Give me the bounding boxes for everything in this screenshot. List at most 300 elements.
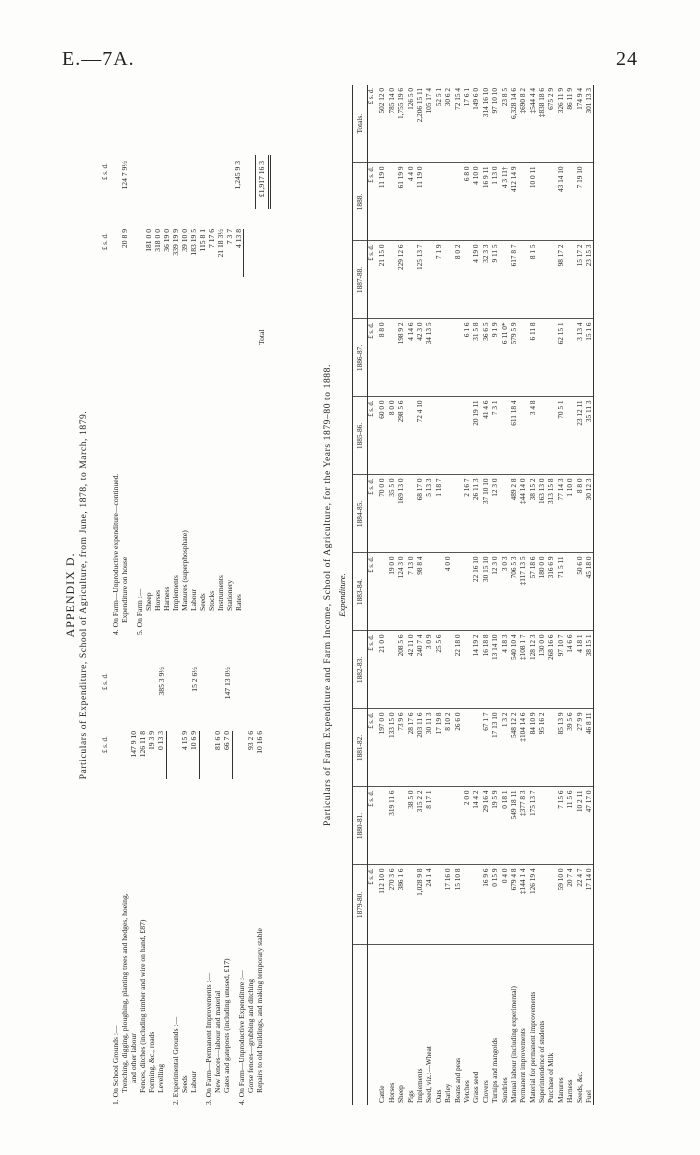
row-label: Clovers [480,1080,490,1103]
amount-cell [424,241,433,319]
amount-cell [584,163,594,241]
expense-item-amount: 7 3 7 [225,229,234,245]
amount-cell [453,397,462,475]
amount-cell: 19 5 9 [490,787,499,865]
table-row [434,85,443,1105]
amount-cell [546,709,555,787]
row-total-cell: 2,206 15 11 [415,85,424,163]
amount-cell [518,319,527,397]
row-label: Seed, viz.:—Wheat [424,1046,434,1103]
amount-cell: 77 14 3 [556,475,565,553]
units-cell: £ s. d. [368,163,378,241]
amount-cell: 31 5 8 [471,319,480,397]
amount-cell: 6 11 0* [499,319,508,397]
amount-cell: 208 5 6 [396,631,405,709]
table-row [518,85,527,1105]
appendix-subtitle: Particulars of Expenditure, School of Agriculture, from June, 1878, to March, 1879. [79,410,89,780]
amount-cell: 540 10 4 [509,631,518,709]
amount-cell: 2 16 7 [462,475,471,553]
amount-cell: 23 12 11 [575,397,584,475]
amount-cell: 2 0 0 [462,787,471,865]
amount-cell [499,475,508,553]
amount-cell [406,865,415,945]
amount-cell: 386 1 6 [396,865,405,945]
expense-item-amount: 115 8 1 [198,229,207,252]
amount-cell: 1 10 0 [565,475,574,553]
amount-cell [518,397,527,475]
amount-cell: 17 16 0 [443,865,452,945]
units-cell: £ s. d. [368,319,378,397]
amount-cell: ‡377 8 3 [518,787,527,865]
expense-item-label: Levelling [156,1063,165,1093]
appendix-title: APPENDIX D. [63,552,77,638]
column-header-year: 1884-85. [353,475,368,553]
amount-cell: 60 0 0 [377,397,386,475]
expense-item-label: Labour [189,589,198,611]
expense-item-amount: 93 2 6 [246,731,255,750]
expense-item-label: Rates [234,594,243,611]
amount-cell: 126 19 4 [528,865,537,945]
amount-cell [434,319,443,397]
amount-cell [377,787,386,865]
rotated-page-content [62,85,652,1105]
row-label: Barley [443,1083,453,1103]
amount-cell: 198 9 2 [396,319,405,397]
row-label: Oats [433,1089,443,1103]
expense-item-amount: 181 0 0 [144,229,153,252]
amount-cell: 73 9 6 [396,709,405,787]
column-header-year: 1883-84. [353,553,368,631]
expense-item-label: Horses [153,589,162,611]
amount-cell: 4 14 6 [406,319,415,397]
amount-cell [424,553,433,631]
total-rule [255,155,256,209]
amount-cell: 16 18 8 [481,631,490,709]
currency-head: £ s. d. [101,163,109,180]
units-row-spacer [368,945,378,1105]
row-label: Turnips and mangolds [490,1037,500,1103]
row-total-cell: 23 8 5 [499,85,508,163]
amount-cell: 8 0 2 [453,241,462,319]
page-number: 24 [616,48,638,70]
amount-cell [537,319,546,397]
row-label: Purchase of Milk [546,1052,556,1103]
amount-cell: 112 10 0 [377,865,386,945]
amount-cell: 706 5 3 [509,553,518,631]
amount-cell [462,709,471,787]
amount-cell: 313 15 8 [546,475,555,553]
expense-item-label: Instruments [216,575,225,611]
table-row [424,85,433,1105]
amount-cell: 71 5 11 [556,553,565,631]
section-heading: 4. On Farm—Unproductive Expenditure :— [237,970,246,1105]
amount-cell: 26 11 3 [471,475,480,553]
amount-cell: 8 10 2 [443,709,452,787]
amount-cell: ‡117 13 5 [518,553,527,631]
row-label: Vetches [461,1080,471,1103]
amount-cell: 29 16 4 [481,787,490,865]
amount-cell: 17 14 0 [584,865,594,945]
expense-item-amount: 183 19 5 [189,229,198,256]
amount-cell: 98 17 2 [556,241,565,319]
section-heading: 2. Experimental Grounds :— [171,1016,180,1105]
table-row [584,85,594,1105]
amount-cell [537,865,546,945]
amount-cell: 268 16 6 [546,631,555,709]
amount-cell: 3 4 8 [528,397,537,475]
row-label: Implements [415,1068,424,1103]
expense-item-amount: 10 16 6 [255,731,264,754]
amount-cell: 70 0 0 [377,475,386,553]
amount-cell: 38 15 2 [528,475,537,553]
table-row [499,85,508,1105]
expense-item-label: Labour [189,1071,198,1093]
amount-cell: 25 5 6 [434,631,443,709]
expense-item-amount: 39 10 0 [180,229,189,252]
amount-cell: 4 10 0 [471,163,480,241]
amount-cell: 10 2 11 [575,787,584,865]
amount-cell: 4 19 0 [471,241,480,319]
row-total-cell: 52 5 1 [434,85,443,163]
amount-cell [565,553,574,631]
row-total-cell: 30 6 2 [443,85,452,163]
amount-cell: 3 0 3 [499,553,508,631]
row-total-cell: 126 5 0 [406,85,415,163]
table-row [490,85,499,1105]
column-header-year: 1882-83. [353,631,368,709]
amount-cell: 43 14 10 [556,163,565,241]
amount-cell: 7 13 0 [406,553,415,631]
amount-cell: 1,028 9 8 [415,865,424,945]
units-cell: £ s. d. [368,787,378,865]
amount-cell [434,163,443,241]
table-row [481,85,490,1105]
amount-cell: 0 18 1 [499,787,508,865]
amount-cell [406,475,415,553]
row-total-cell: 301 13 3 [584,85,594,163]
column-header-year: 1885-86. [353,397,368,475]
table-row [406,85,415,1105]
amount-cell [499,397,508,475]
amount-cell: 42 11 0 [406,631,415,709]
row-total-cell: 314 16 10 [481,85,490,163]
amount-cell [546,397,555,475]
units-cell: £ s. d. [368,475,378,553]
amount-cell [462,553,471,631]
row-total-cell: 97 10 10 [490,85,499,163]
row-total-cell: 6,328 14 6 [509,85,518,163]
amount-cell: 16 9 11 [481,163,490,241]
amount-cell: 22 4 7 [575,865,584,945]
expense-item-label: Harness [162,586,171,611]
amount-cell: 8 1 5 [528,241,537,319]
amount-cell: 35 11 3 [584,397,594,475]
amount-cell [546,319,555,397]
amount-cell: 67 1 7 [481,709,490,787]
currency-head: £ s. d. [101,673,109,690]
expense-item-amount: 81 6 0 [213,731,222,750]
amount-cell: 34 13 5 [424,319,433,397]
expense-item-label: Fences, ditches (including timber and wire on hand, £87) [138,919,147,1093]
column-header-year: 1879-80. [353,865,368,945]
amount-cell: 125 13 7 [415,241,424,319]
amount-cell: 59 10 0 [556,865,565,945]
table-row [471,85,480,1105]
expense-item-amount: 36 19 0 [162,229,171,252]
currency-head: £ s. d. [101,233,109,250]
amount-cell: 70 5 1 [556,397,565,475]
amount-cell [518,241,527,319]
table-row [537,85,546,1105]
table-row [509,85,518,1105]
amount-cell: 1 18 7 [434,475,443,553]
amount-cell: 0 4 0 [499,865,508,945]
amount-cell: 32 3 3 [481,241,490,319]
amount-cell: 240 7 4 [415,631,424,709]
amount-cell: 3 0 9 [424,631,433,709]
amount-cell [546,241,555,319]
amount-cell: 579 5 9 [509,319,518,397]
amount-cell: 21 15 0 [377,241,386,319]
row-total-cell: 785 14 0 [387,85,396,163]
amount-cell: 61 19 9 [396,163,405,241]
expense-item-amount: 4 13 8 [234,229,243,248]
amount-cell [453,163,462,241]
expense-item-label: Gates and gateposts (including unused, £17) [222,958,231,1093]
amount-cell [546,787,555,865]
table-row [396,85,405,1105]
amount-cell: 28 17 6 [406,709,415,787]
amount-cell: ‡144 1 4 [518,865,527,945]
amount-cell [462,397,471,475]
expense-item-amount: 19 3 9 [147,731,156,750]
amount-cell: 39 5 6 [565,709,574,787]
amount-cell: ‡108 1 7 [518,631,527,709]
expense-item-amount: 0 13 3 [156,731,165,750]
amount-cell [453,475,462,553]
amount-cell: 412 14 9 [509,163,518,241]
amount-cell: 8 0 0 [387,397,396,475]
amount-cell [537,787,546,865]
row-total-cell: ‡690 8 2 [518,85,527,163]
amount-cell [387,319,396,397]
amount-cell: 4 18 1 [575,631,584,709]
row-total-cell: 149 6 0 [471,85,480,163]
row-label: Permanent improvements [518,1028,528,1103]
amount-cell: 15 1 6 [584,319,594,397]
amount-cell: ‡44 14 0 [518,475,527,553]
row-label: Sundries [499,1077,509,1103]
amount-cell: 11 5 6 [565,787,574,865]
amount-cell: 133 15 0 [387,709,396,787]
amount-cell: 45 18 0 [584,553,594,631]
expense-item-amount: 21 18 3½ [216,229,225,258]
amount-cell: 548 12 2 [509,709,518,787]
section-subtotal: 124 7 9½ [120,161,129,190]
amount-cell [453,553,462,631]
amount-cell: 22 18 0 [453,631,462,709]
amount-cell [565,397,574,475]
column-header-year: Totals. [353,85,368,163]
total-rule [270,155,271,209]
amount-cell [518,163,527,241]
amount-cell: 84 10 9 [528,709,537,787]
amount-cell [537,397,546,475]
amount-cell: 11 19 0 [377,163,386,241]
row-label: Superintendence of students [537,1020,547,1103]
row-label: Grass seed [471,1071,481,1103]
expense-item-label: Implements [171,575,180,611]
expense-item-label: Expenditure on house [120,556,129,623]
row-label: Harness [565,1079,575,1103]
amount-cell: 10 0 11 [528,163,537,241]
expense-item-label: Forming, &c., roads [147,1031,156,1093]
table-row [565,85,574,1105]
amount-cell: 3 13 4 [575,319,584,397]
row-label: Cattle [377,1085,387,1103]
amount-cell: 37 10 10 [481,475,490,553]
amount-cell: 98 8 4 [415,553,424,631]
amount-cell: 12 3 0 [490,553,499,631]
amount-cell: 85 13 9 [556,709,565,787]
expense-item-label: and other labour [129,1033,138,1083]
expense-item-label: Gorse fences—grubbing and ditching [246,978,255,1093]
amount-cell [387,241,396,319]
section-heading: 3. On Farm—Permanent Improvements :— [204,972,213,1105]
expense-item-amount: 66 7 0 [222,731,231,750]
amount-cell: 26 6 0 [453,709,462,787]
amount-cell [443,475,452,553]
units-cell: £ s. d. [368,241,378,319]
amount-cell: 180 0 0 [537,553,546,631]
amount-cell: 489 2 8 [509,475,518,553]
row-label: Horses [386,1082,396,1103]
amount-cell: 6 11 8 [528,319,537,397]
amount-cell: 14 6 6 [565,631,574,709]
amount-cell: 30 15 10 [481,553,490,631]
column-header-year: 1880-81. [353,787,368,865]
row-total-cell: 86 11 9 [565,85,574,163]
amount-cell: 46 8 11 [584,709,594,787]
amount-cell [471,865,480,945]
expense-item-amount: 126 11 8 [138,731,147,758]
amount-cell [443,631,452,709]
table-row [387,85,396,1105]
page-series-code: E.—7A. [62,48,135,70]
amount-cell [546,865,555,945]
amount-cell [396,787,405,865]
amount-cell [462,631,471,709]
farm-particulars-title: Particulars of Farm Expenditure and Farm Income, School of Agriculture, for the Years 1879–80 to 1888. [323,364,333,826]
amount-cell: 23 15 3 [584,241,594,319]
expense-item-amount: 147 9 10 [129,731,138,758]
amount-cell [443,397,452,475]
row-label: Manures [555,1077,565,1103]
table-row [377,85,386,1105]
amount-cell: 679 4 8 [509,865,518,945]
amount-cell [387,631,396,709]
amount-cell: 19 0 0 [387,553,396,631]
units-cell: £ s. d. [368,85,378,163]
amount-cell: 13 14 10 [490,631,499,709]
amount-cell: 163 13 0 [537,475,546,553]
amount-cell [471,709,480,787]
section-subtotal: 1,245 9 3 [233,161,242,190]
amount-cell: 15 10 8 [453,865,462,945]
amount-cell: 12 3 0 [490,475,499,553]
amount-cell: 27 9 9 [575,709,584,787]
amount-cell [462,241,471,319]
amount-cell [406,241,415,319]
amount-cell: 14 19 2 [471,631,480,709]
amount-cell: 38 5 0 [406,787,415,865]
amount-cell [565,163,574,241]
amount-cell: 203 11 6 [415,709,424,787]
amount-cell [434,553,443,631]
amount-cell [453,787,462,865]
amount-cell: 68 17 0 [415,475,424,553]
amount-cell: 8 17 1 [424,787,433,865]
section-subtotal: 147 13 0½ [223,667,232,700]
amount-cell [462,865,471,945]
expense-item-label: Repairs to old buildings, and making temporary stable [255,928,264,1093]
row-label: Fuel [584,945,594,1105]
amount-cell: 4 0 0 [443,553,452,631]
row-total-cell: 675 2 9 [546,85,555,163]
amount-cell: 128 12 3 [528,631,537,709]
amount-cell: 57 18 6 [528,553,537,631]
expense-item-label: Seeds [198,593,207,611]
row-total-cell: 174 9 4 [575,85,584,163]
amount-cell: 30 12 3 [584,475,594,553]
amount-cell: 42 3 0 [415,319,424,397]
amount-cell [387,163,396,241]
section-subtotal: 15 2 6½ [190,667,199,692]
column-header-year: 1881-82. [353,709,368,787]
amount-cell: 9 11 5 [490,241,499,319]
units-cell: £ s. d. [368,553,378,631]
subtotal-rule [199,731,200,779]
amount-cell: 21 0 0 [377,631,386,709]
expense-item-amount: 7 17 6 [207,229,216,248]
units-cell: £ s. d. [368,631,378,709]
amount-cell: 611 18 4 [509,397,518,475]
total-rule [268,155,269,209]
amount-cell [546,163,555,241]
amount-cell: 14 4 2 [471,787,480,865]
amount-cell: 17 13 10 [490,709,499,787]
amount-cell: 8 8 0 [377,319,386,397]
amount-cell: 11 19 0 [415,163,424,241]
amount-cell [443,787,452,865]
amount-cell: 1 13 0 [490,163,499,241]
amount-cell: 9 1 9 [490,319,499,397]
amount-cell: 47 17 0 [584,787,594,865]
amount-cell: 50 6 0 [575,553,584,631]
table-row [415,85,424,1105]
amount-cell: 5 13 3 [424,475,433,553]
row-total-cell: 72 15 4 [453,85,462,163]
amount-cell: 175 13 7 [528,787,537,865]
expense-item-amount: 4 15 9 [180,731,189,750]
total-label: Total [257,329,266,345]
amount-cell: 4 18 3 [499,631,508,709]
amount-cell: 7 3 1 [490,397,499,475]
column-header-year: 1886-87. [353,319,368,397]
amount-cell [424,397,433,475]
amount-cell: 549 18 11 [509,787,518,865]
row-label: Seeds, &c. [574,1071,584,1103]
